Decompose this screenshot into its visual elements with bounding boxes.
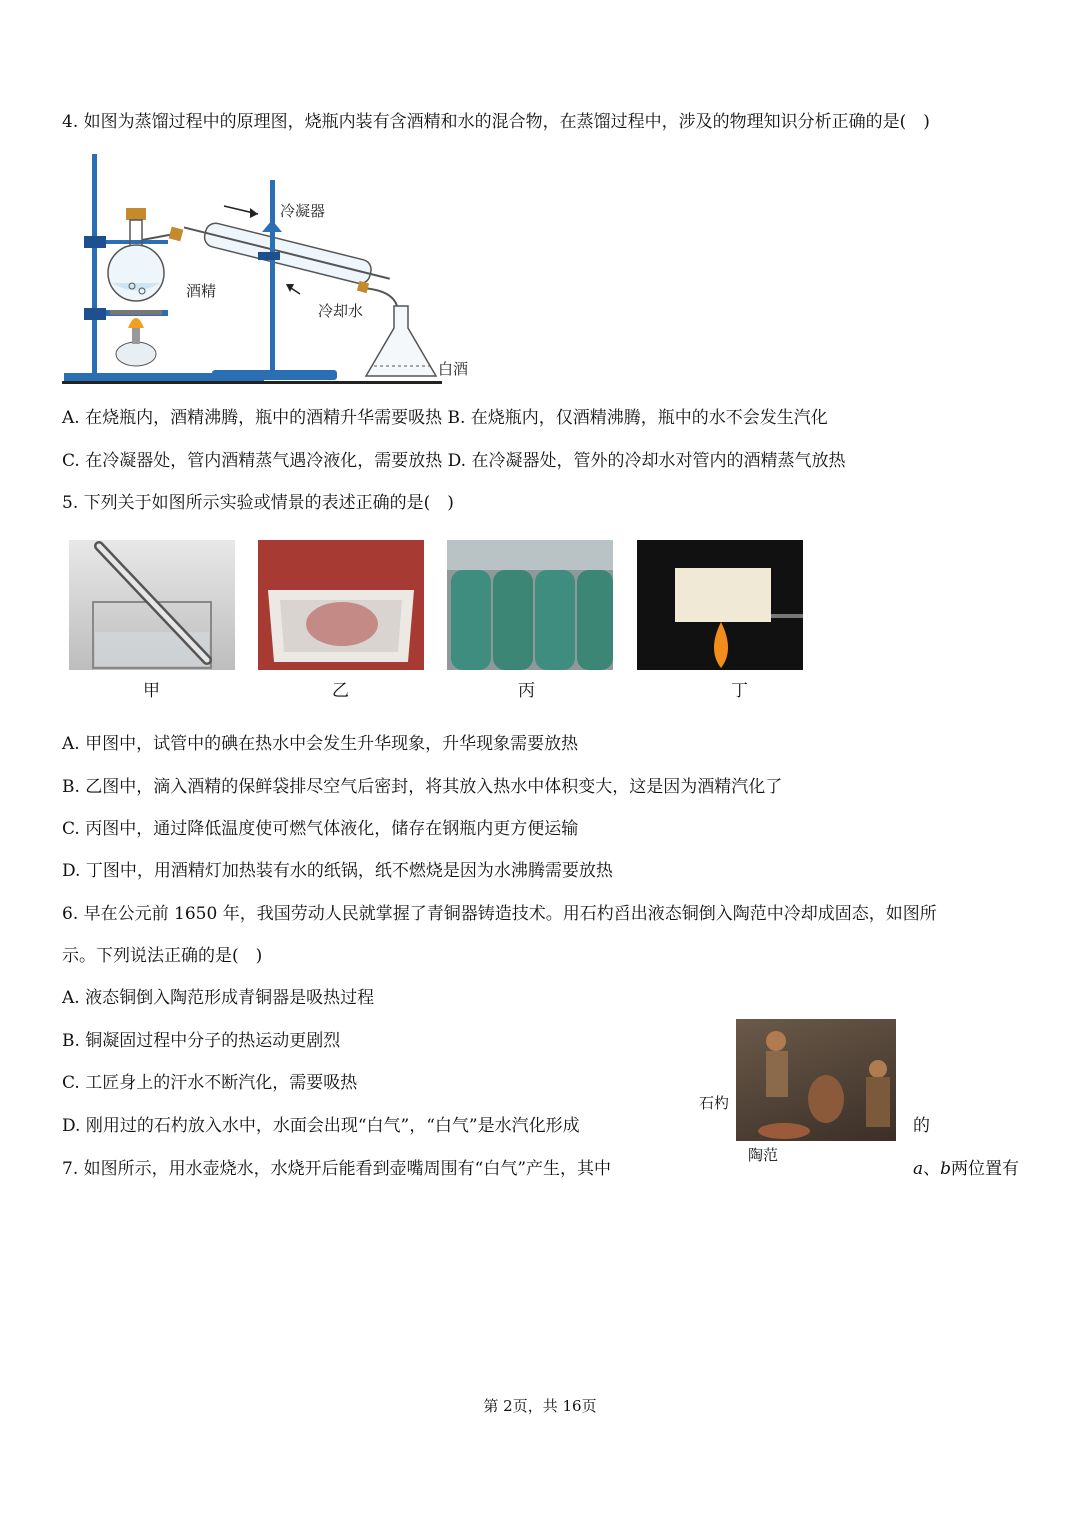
- retort-rod-right: [270, 180, 275, 372]
- q7-stem-start: 7. 如图所示，用水壶烧水，水烧开后能看到壶嘴周围有“白气”产生，其中: [62, 1159, 612, 1179]
- condenser: [181, 216, 393, 291]
- q7-var-a: a: [913, 1159, 924, 1179]
- page-footer: 第 2页，共 16页: [483, 1397, 597, 1415]
- q6-option-b: B. 铜凝固过程中分子的热运动更剧烈: [62, 1031, 341, 1051]
- caption-yi: 乙: [332, 681, 349, 701]
- q4-options-cd: C. 在冷凝器处，管内酒精蒸气遇冷液化，需要放热 D. 在冷凝器处，管外的冷却水对管内的酒精蒸气放热: [62, 451, 846, 471]
- photo-yi: [258, 540, 424, 670]
- label-cooling-water: 冷却水: [318, 302, 364, 320]
- distillation-apparatus-figure: [62, 148, 482, 388]
- label-condenser: 冷凝器: [280, 202, 326, 220]
- caption-bing: 丙: [518, 681, 535, 701]
- q4-stem: 4. 如图为蒸馏过程中的原理图，烧瓶内装有含酒精和水的混合物，在蒸馏过程中，涉及的物理知识分析正确的是( ): [62, 112, 930, 132]
- q6-option-d-tail: 的: [913, 1116, 930, 1136]
- q7-separator: 、: [923, 1159, 941, 1179]
- flask: [108, 245, 164, 301]
- q5-option-d: D. 丁图中，用酒精灯加热装有水的纸锅，纸不燃烧是因为水沸腾需要放热: [62, 861, 613, 881]
- caption-jia: 甲: [143, 681, 160, 701]
- q6-option-c: C. 工匠身上的汗水不断汽化，需要吸热: [62, 1073, 358, 1093]
- q5-option-a: A. 甲图中，试管中的碘在热水中会发生升华现象，升华现象需要放热: [62, 734, 579, 754]
- q4-options-ab: A. 在烧瓶内，酒精沸腾，瓶中的酒精升华需要吸热 B. 在烧瓶内，仅酒精沸腾，瓶中的水不会发生汽化: [62, 408, 828, 428]
- label-liquor: 白酒: [438, 360, 469, 378]
- photo-ding: [637, 540, 803, 670]
- caption-ding: 丁: [731, 681, 748, 701]
- q5-option-b: B. 乙图中，滴入酒精的保鲜袋排尽空气后密封，将其放入热水中体积变大，这是因为酒精汽化了: [62, 777, 783, 797]
- photo-jia: [69, 540, 235, 670]
- photo-bing: [447, 540, 613, 670]
- q6-option-a: A. 液态铜倒入陶范形成青铜器是吸热过程: [62, 988, 375, 1008]
- q6-option-d: D. 刚用过的石杓放入水中，水面会出现“白气”，“白气”是水汽化形成: [62, 1116, 580, 1136]
- bronze-casting-photo: [736, 1019, 896, 1141]
- q7-stem-end-group: [913, 1157, 1019, 1181]
- retort-rod-left: [92, 154, 97, 374]
- label-mold: 陶范: [748, 1146, 779, 1164]
- q5-stem: 5. 下列关于如图所示实验或情景的表述正确的是( ): [62, 493, 454, 513]
- q7-var-b: b: [940, 1159, 952, 1179]
- label-ladle: 石杓: [699, 1094, 730, 1112]
- q6-stem-line2: 示。下列说法正确的是( ): [62, 946, 263, 966]
- q6-stem-line1: 6. 早在公元前 1650 年，我国劳动人民就掌握了青铜器铸造技术。用石杓舀出液态铜倒入陶范中冷却成固态，如图所: [62, 904, 937, 924]
- q7-stem-end: 两位置有: [951, 1159, 1020, 1179]
- label-alcohol: 酒精: [186, 282, 217, 300]
- q5-option-c: C. 丙图中，通过降低温度使可燃气体液化，储存在钢瓶内更方便运输: [62, 819, 579, 839]
